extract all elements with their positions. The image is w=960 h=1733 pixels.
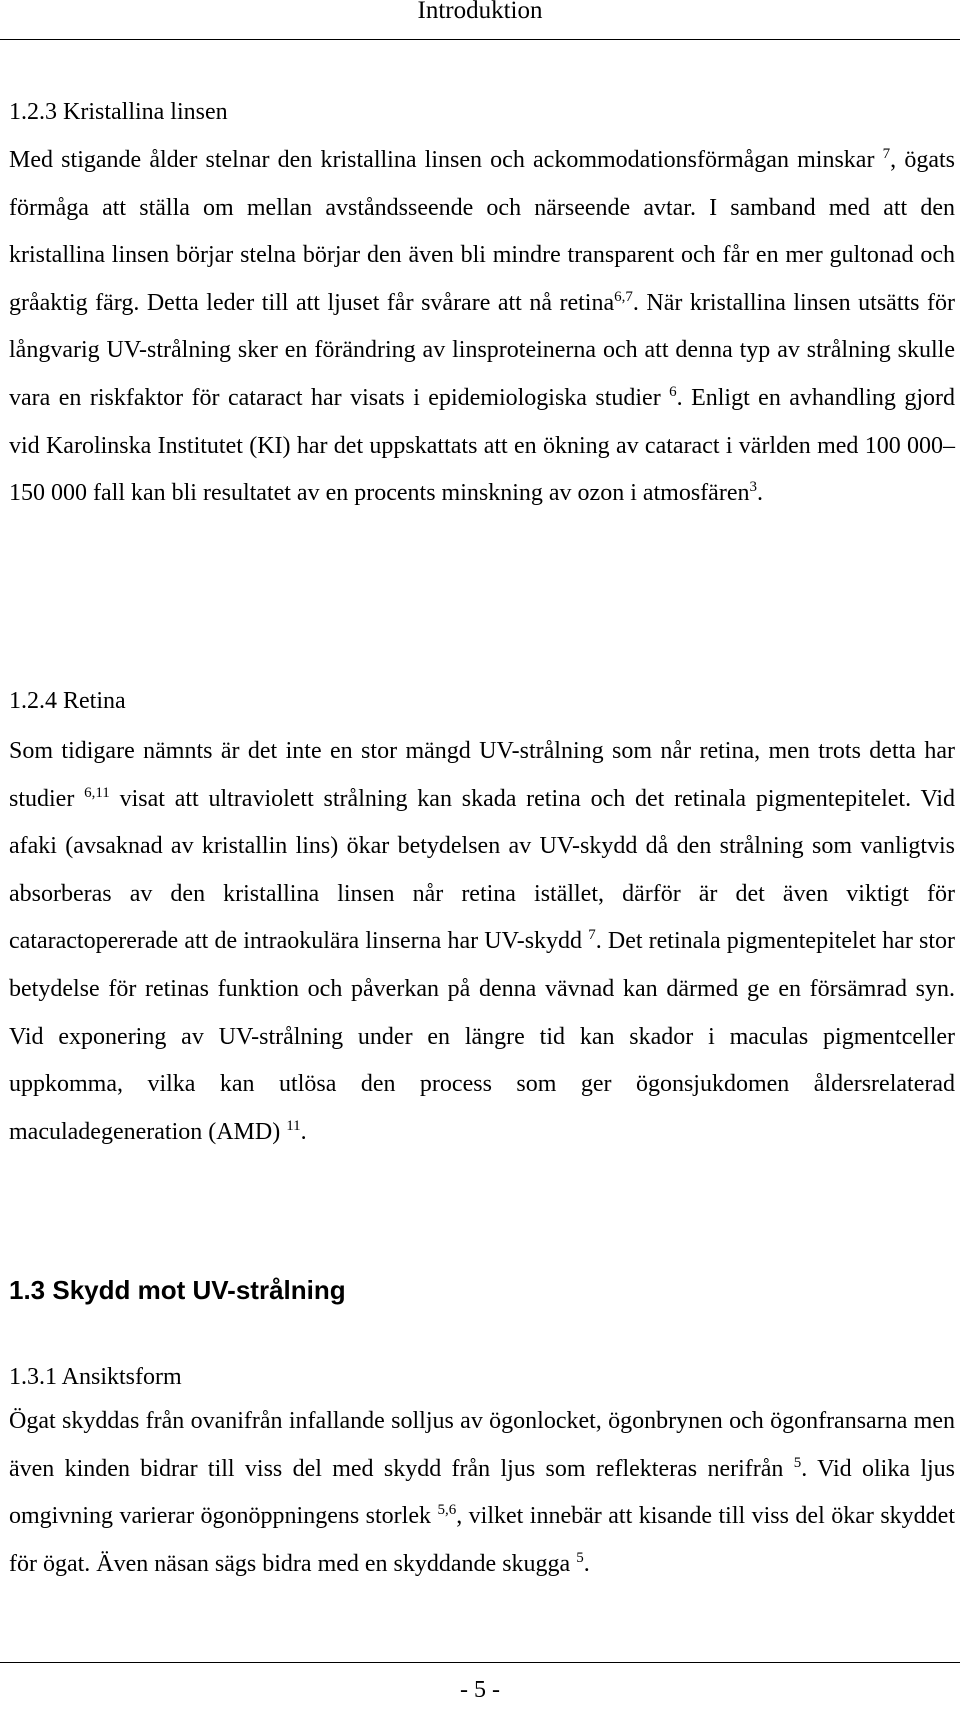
- section-heading-1-2-4: 1.2.4 Retina: [9, 688, 126, 714]
- text-segment: Som tidigare nämnts är det inte en stor mängd UV-strålning som når retina, men trots detta har studier: [9, 738, 955, 812]
- footer-divider: [0, 1662, 960, 1663]
- paragraph-kristallina-linsen: [9, 137, 955, 518]
- text-segment: visat att ultraviolett strålning kan skada retina och det retinala pigmentepitelet. Vid afaki (avsaknad av kristallin lins) ökar betydelsen av UV-skydd då den strålning som vanligtvis absorberas av den kristallina linsen når retina istället, därför är det även viktigt för cataractopererade att de intraokulära linserna har UV-skydd: [9, 785, 956, 955]
- text-segment: .: [756, 480, 763, 507]
- text-segment: . Enligt en avhandling gjord vid Karolinska Institutet (KI) har det uppskattats att en ökning av cataract i världen med 100 000–150 000 fall kan bli resultatet av en procents minskning av ozon i atmosfären: [9, 384, 956, 507]
- text-segment: . När kristallina linsen utsätts för långvarig UV-strålning sker en förändring av linsproteinerna och att denna typ av strålning skulle vara en riskfaktor för cataract har visats i epidemiologiska studier: [9, 289, 955, 411]
- citation-ref: 11: [286, 1117, 301, 1134]
- section-heading-1-3: 1.3 Skydd mot UV-strålning: [9, 1275, 346, 1305]
- citation-ref: 3: [749, 479, 757, 496]
- text-segment: , vilket innebär att kisande till viss del ökar skyddet för ögat. Även näsan sägs bidra med en skyddande skugga: [9, 1503, 955, 1577]
- section-retina: [9, 686, 955, 1156]
- header-divider: [0, 39, 960, 40]
- text-segment: Med stigande ålder stelnar den kristallina linsen och ackommodationsförmågan minskar: [9, 147, 883, 173]
- text-segment: .: [300, 1118, 307, 1145]
- citation-ref: 5: [576, 1549, 584, 1566]
- section-heading-1-2-3: 1.2.3 Kristallina linsen: [9, 99, 228, 125]
- text-segment: . Det retinala pigmentepitelet har stor betydelse för retinas funktion och påverkan på denna vävnad kan därmed ge en försämrad syn. Vid exponering av UV-strålning under en längre tid kan skador i maculas pigmentceller uppkomma, vilka kan utlösa den process som ger ögonsjukdomen åldersrelaterad maculadegeneration (AMD): [9, 928, 955, 1145]
- paragraph-retina: [9, 728, 955, 1156]
- running-header: Introduktion: [417, 0, 543, 24]
- text-segment: Ögat skyddas från ovanifrån infallande solljus av ögonlocket, ögonbrynen och ögonfransarna men även kinden bidrar till viss del med skydd från ljus som reflekteras nerifrån: [9, 1408, 955, 1482]
- citation-ref: 6,7: [614, 288, 633, 305]
- text-segment: .: [583, 1550, 590, 1577]
- text-segment: . Vid olika ljus omgivning varierar ögonöppningens storlek: [9, 1455, 955, 1530]
- section-heading-1-3-1: 1.3.1 Ansiktsform: [9, 1364, 182, 1390]
- citation-ref: 6,11: [84, 784, 110, 801]
- section-skydd-mot-uv: [9, 1275, 955, 1305]
- section-ansiktsform: [9, 1362, 955, 1588]
- text-segment: , ögats förmåga att ställa om mellan avståndsseende och närseende avtar. I samband med att den kristallina linsen börjar stelna börjar den även bli mindre transparent och får en mer gultonad och gråaktig färg. Detta leder till att ljuset får svårare att nå retina: [9, 147, 955, 316]
- citation-ref: 5,6: [437, 1502, 457, 1519]
- citation-ref: 7: [882, 146, 891, 162]
- citation-ref: 7: [588, 927, 596, 944]
- section-kristallina-linsen: [9, 97, 955, 518]
- page-number: - 5 -: [460, 1677, 500, 1703]
- citation-ref: 6: [669, 383, 677, 400]
- citation-ref: 5: [793, 1454, 802, 1471]
- paragraph-ansiktsform: [9, 1398, 955, 1588]
